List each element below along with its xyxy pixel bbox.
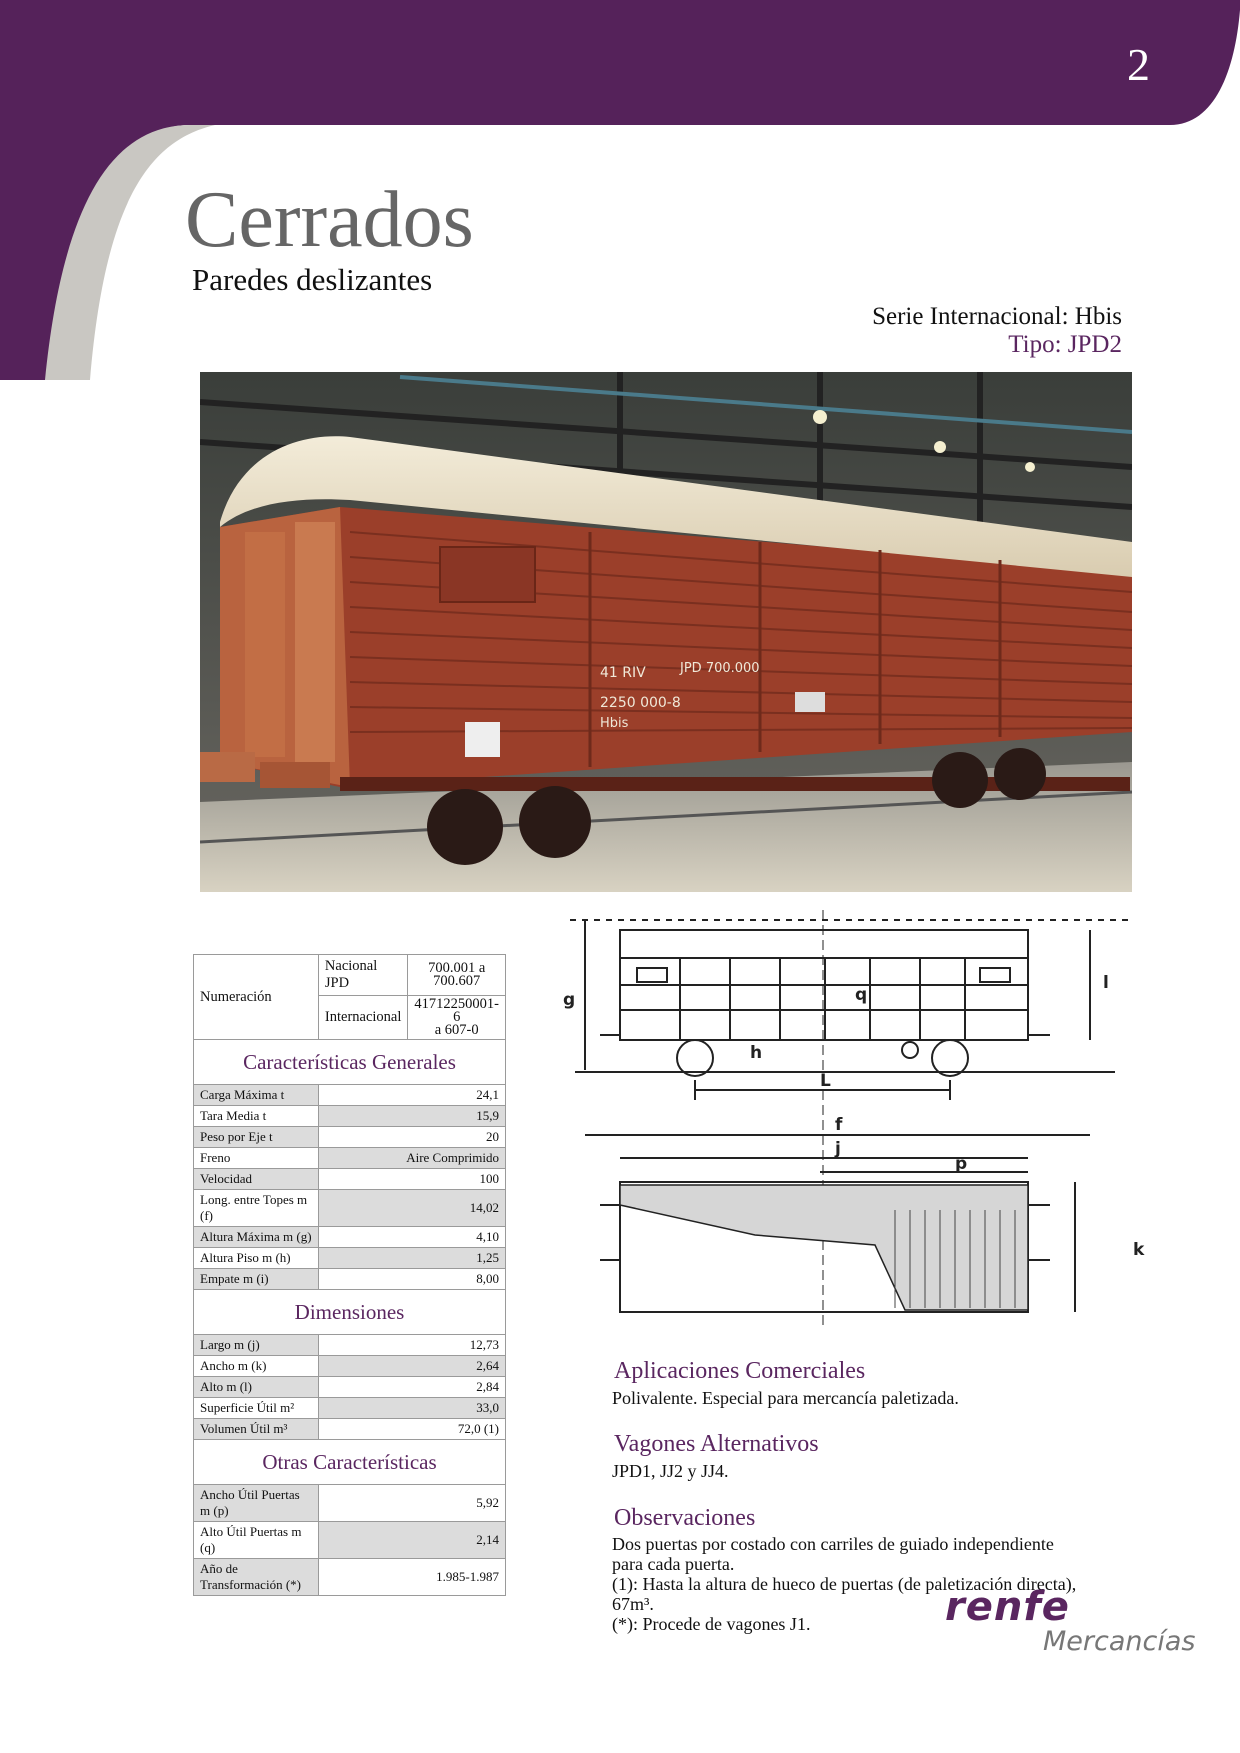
renfe-logo [945,1584,1195,1657]
table-row [194,1522,506,1559]
diagram-label-h: h [750,1043,763,1063]
row-label: Altura Piso m (h) [194,1248,319,1269]
dimensiones-rows [194,1335,506,1440]
table-row [194,1085,506,1106]
row-value: 14,02 [318,1190,505,1227]
logo-sub: Mercancías [1043,1626,1196,1657]
observaciones-line4: 67m³. [612,1594,654,1614]
diagram-label-p: p [955,1154,968,1174]
row-value: 4,10 [318,1227,505,1248]
numeracion-label: Numeración [194,955,319,1040]
row-value: 20 [318,1127,505,1148]
wagon-photo [200,372,1132,892]
internacional-value [408,996,506,1040]
row-label: Ancho m (k) [194,1356,319,1377]
type-label: Tipo: JPD2 [1008,331,1122,358]
row-value: 5,92 [318,1485,505,1522]
table-row [194,1377,506,1398]
internacional-label: Internacional [318,996,408,1040]
series-label: Serie Internacional: Hbis [872,303,1122,330]
diagram-label-f: f [835,1115,843,1135]
row-label: Superficie Útil m² [194,1398,319,1419]
row-value: 1.985-1.987 [318,1559,505,1596]
wagon-marking-number: 2250 000-8 [600,695,681,711]
observaciones-line5: (*): Procede de vagones J1. [612,1614,811,1634]
table-row [194,1269,506,1290]
caracteristicas-title: Características Generales [194,1040,506,1085]
row-value: 8,00 [318,1269,505,1290]
row-value: 2,64 [318,1356,505,1377]
table-row [194,1356,506,1377]
row-label: Ancho Útil Puertas m (p) [194,1485,319,1522]
row-label: Alto m (l) [194,1377,319,1398]
row-value: 15,9 [318,1106,505,1127]
logo-main: renfe [945,1584,1070,1630]
diagram-label-l: l [1103,973,1109,993]
observaciones-line1: Dos puertas por costado con carriles de guiado independiente [612,1534,1054,1554]
nacional-value-line1: 700.001 a [428,960,486,976]
caracteristicas-rows [194,1085,506,1290]
row-value: 2,14 [318,1522,505,1559]
observaciones-line2: para cada puerta. [612,1554,735,1574]
row-label: Carga Máxima t [194,1085,319,1106]
table-row [194,1148,506,1169]
numeracion-nacional-row [194,955,506,996]
table-row [194,1419,506,1440]
table-row [194,1248,506,1269]
row-label: Tara Media t [194,1106,319,1127]
row-value: 1,25 [318,1248,505,1269]
nacional-value-line2: 700.607 [433,973,481,989]
row-label: Largo m (j) [194,1335,319,1356]
row-value: 72,0 (1) [318,1419,505,1440]
diagram-label-q: q [855,985,868,1005]
wagon-marking-riv: 41 RIV [600,665,646,681]
table-row [194,1485,506,1522]
row-label: Velocidad [194,1169,319,1190]
observaciones-title: Observaciones [614,1505,756,1531]
row-label: Volumen Útil m³ [194,1419,319,1440]
nacional-value [408,955,506,996]
aplicaciones-text: Polivalente. Especial para mercancía paletizada. [612,1388,959,1408]
row-label: Long. entre Topes m (f) [194,1190,319,1227]
table-row [194,1127,506,1148]
row-label: Freno [194,1148,319,1169]
alternativos-title: Vagones Alternativos [614,1431,819,1457]
otras-title: Otras Características [194,1440,506,1485]
nacional-label: Nacional JPD [318,955,408,996]
diagram-label-k: k [1133,1240,1145,1260]
row-value: 24,1 [318,1085,505,1106]
table-row [194,1559,506,1596]
row-value: 12,73 [318,1335,505,1356]
row-label: Alto Útil Puertas m (q) [194,1522,319,1559]
wagon-marking-jpd: JPD 700.000 [680,661,760,676]
table-row [194,1227,506,1248]
row-value: 2,84 [318,1377,505,1398]
page-title: Cerrados [185,176,474,264]
dimensiones-title: Dimensiones [194,1290,506,1335]
row-label: Año de Transformación (*) [194,1559,319,1596]
table-row [194,1106,506,1127]
page-number: 2 [1127,39,1150,90]
spec-table [193,954,506,1596]
internacional-value-line1: 41712250001-6 [414,996,499,1025]
wagon-diagram [555,910,1155,1330]
page-subtitle: Paredes deslizantes [192,262,433,297]
table-row [194,1169,506,1190]
observaciones-line3: (1): Hasta la altura de hueco de puertas (de paletización directa), [612,1574,1077,1594]
table-row [194,1335,506,1356]
row-value: 33,0 [318,1398,505,1419]
diagram-label-g: g [563,990,576,1010]
row-label: Peso por Eje t [194,1127,319,1148]
table-row [194,1190,506,1227]
row-value: Aire Comprimido [318,1148,505,1169]
alternativos-text: JPD1, JJ2 y JJ4. [612,1461,729,1481]
internacional-value-line2: a 607-0 [434,1022,479,1038]
row-value: 100 [318,1169,505,1190]
aplicaciones-title: Aplicaciones Comerciales [614,1358,866,1384]
otras-rows [194,1485,506,1596]
diagram-label-j: j [835,1139,841,1159]
table-row [194,1398,506,1419]
row-label: Empate m (i) [194,1269,319,1290]
row-label: Altura Máxima m (g) [194,1227,319,1248]
diagram-label-L: L [820,1071,831,1091]
wagon-marking-hbis: Hbis [600,716,629,731]
